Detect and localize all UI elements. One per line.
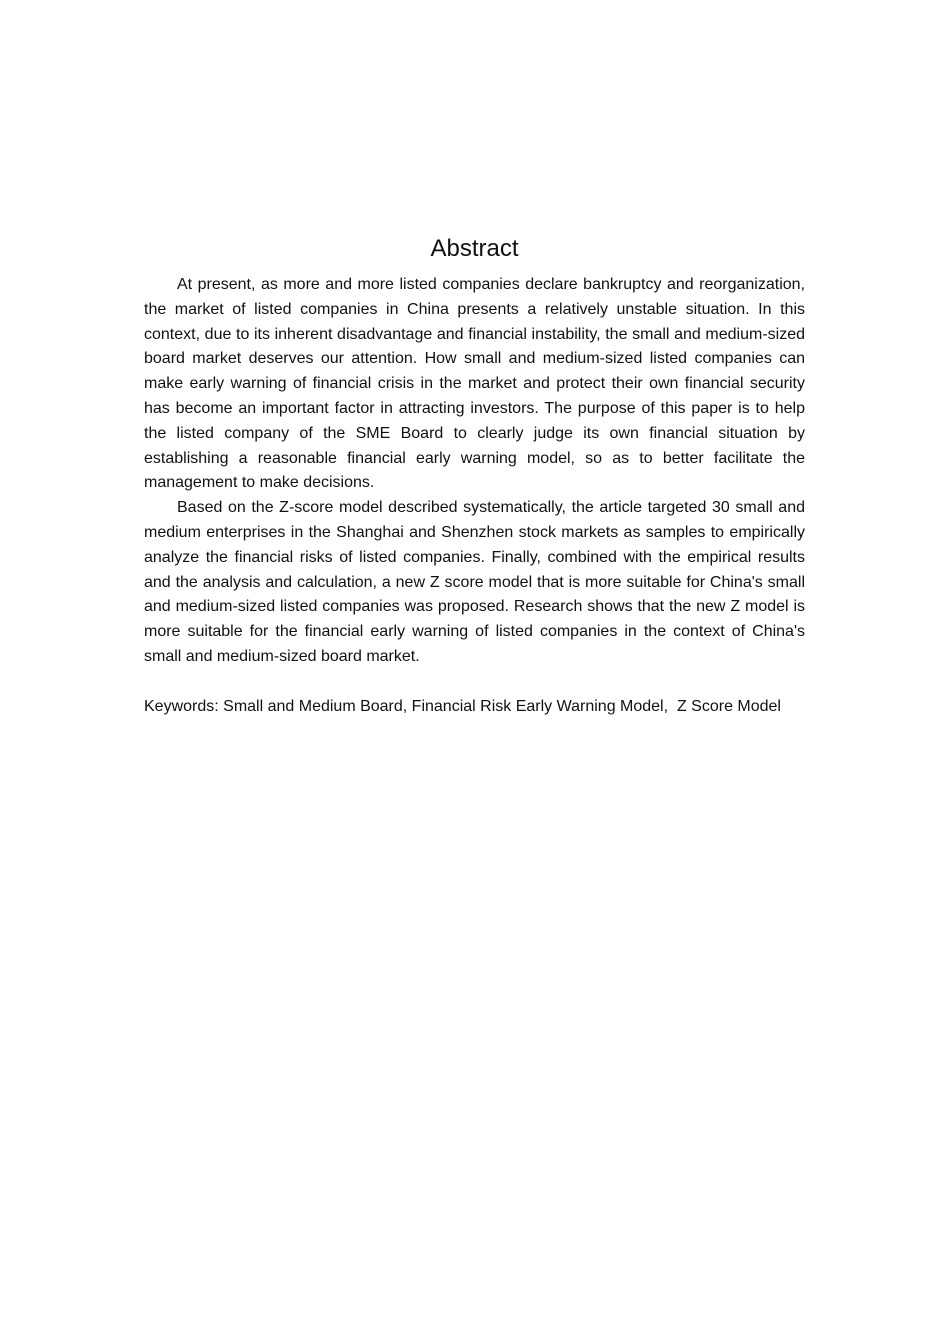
abstract-section	[144, 232, 805, 720]
abstract-paragraph-1: At present, as more and more listed companies declare bankruptcy and reorganization, the market of listed companies in China presents a relatively unstable situation. In this context, due to its inherent disadvantage and financial instability, the small and medium-sized board market deserves our attention. How small and medium-sized listed companies can make early warning of financial crisis in the market and protect their own financial security has become an important factor in attracting investors. The purpose of this paper is to help the listed company of the SME Board to clearly judge its own financial situation by establishing a reasonable financial early warning model, so as to better facilitate the management to make decisions.	[144, 276, 805, 492]
abstract-paragraph-2: Based on the Z-score model described systematically, the article targeted 30 small and medium enterprises in the Shanghai and Shenzhen stock markets as samples to empirically analyze the financial risks of listed companies. Finally, combined with the empirical results and the analysis and calculation, a new Z score model that is more suitable for China's small and medium-sized listed companies was proposed. Research shows that the new Z model is more suitable for the financial early warning of listed companies in the context of China's small and medium-sized board market.	[144, 499, 805, 665]
keywords-line: Keywords: Small and Medium Board, Financial Risk Early Warning Model, Z Score Model	[144, 697, 781, 715]
abstract-title: Abstract	[430, 235, 519, 262]
